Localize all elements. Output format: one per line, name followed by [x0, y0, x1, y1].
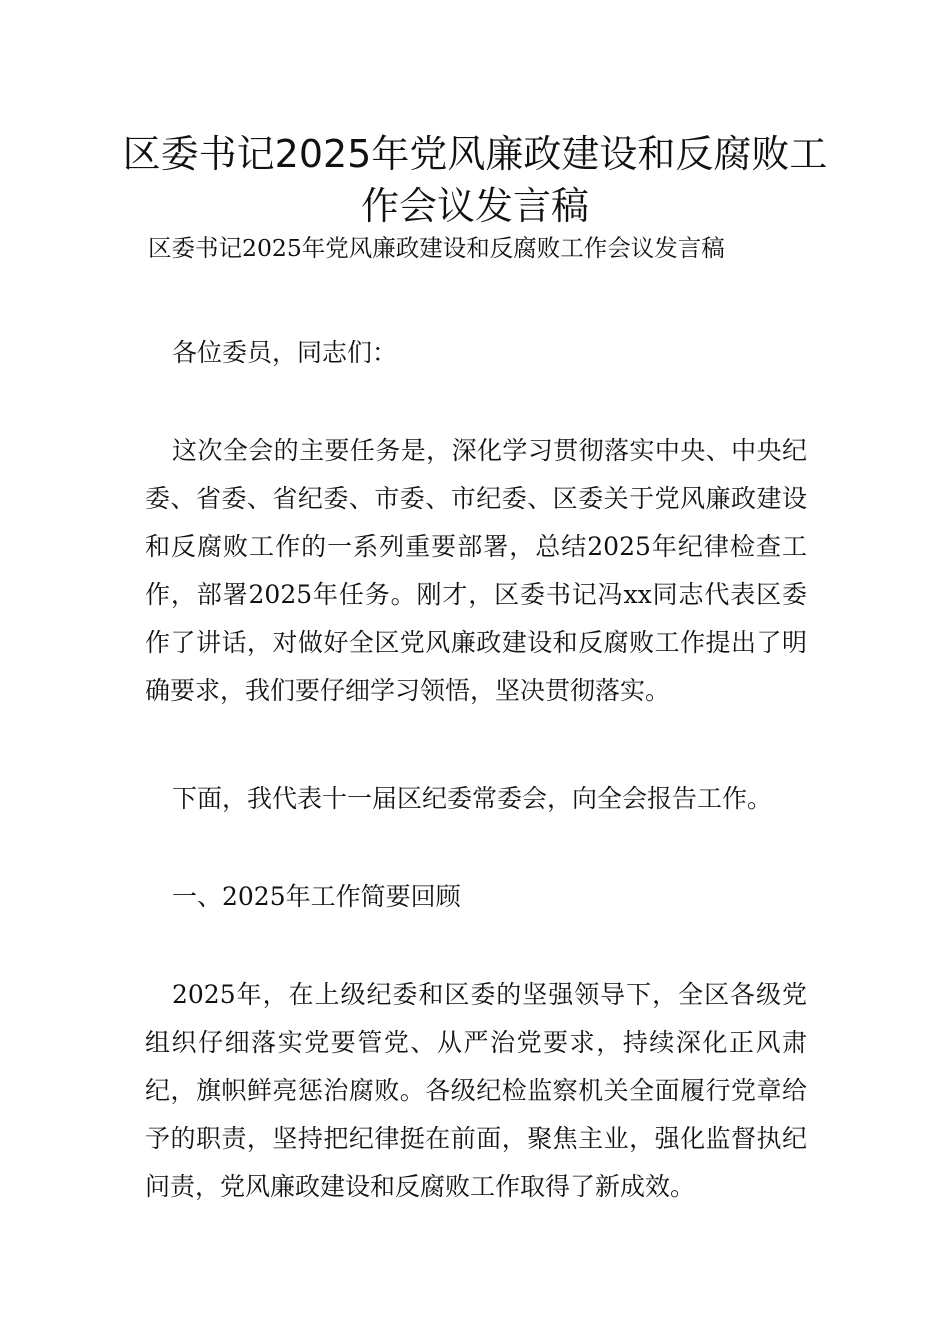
- body-paragraph: 2025年，在上级纪委和区委的坚强领导下，全区各级党组织仔细落实党要管党、从严治党要求，持续深化正风肃纪，旗帜鲜亮惩治腐败。各级纪检监察机关全面履行党章给予的职责，坚持把纪律挺在前面，聚焦主业，强化监督执纪问责，党风廉政建设和反腐败工作取得了新成效。: [145, 980, 807, 1201]
- section-heading: 一、2025年工作简要回顾: [172, 882, 461, 911]
- greeting-paragraph: 各位委员，同志们：: [172, 338, 398, 367]
- body-paragraph: 下面，我代表十一届区纪委常委会，向全会报告工作。: [172, 784, 773, 813]
- body-paragraph: 这次全会的主要任务是，深化学习贯彻落实中央、中央纪委、省委、省纪委、市委、市纪委、区委关于党风廉政建设和反腐败工作的一系列重要部署，总结2025年纪律检查工作，部署2025年任务。刚才，区委书记冯xx同志代表区委作了讲话，对做好全区党风廉政建设和反腐败工作提出了明确要求，我们要仔细学习领悟，坚决贯彻落实。: [145, 436, 807, 705]
- document-title: 区委书记2025年党风廉政建设和反腐败工作会议发言稿: [122, 132, 828, 228]
- document-subtitle: 区委书记2025年党风廉政建设和反腐败工作会议发言稿: [148, 234, 725, 262]
